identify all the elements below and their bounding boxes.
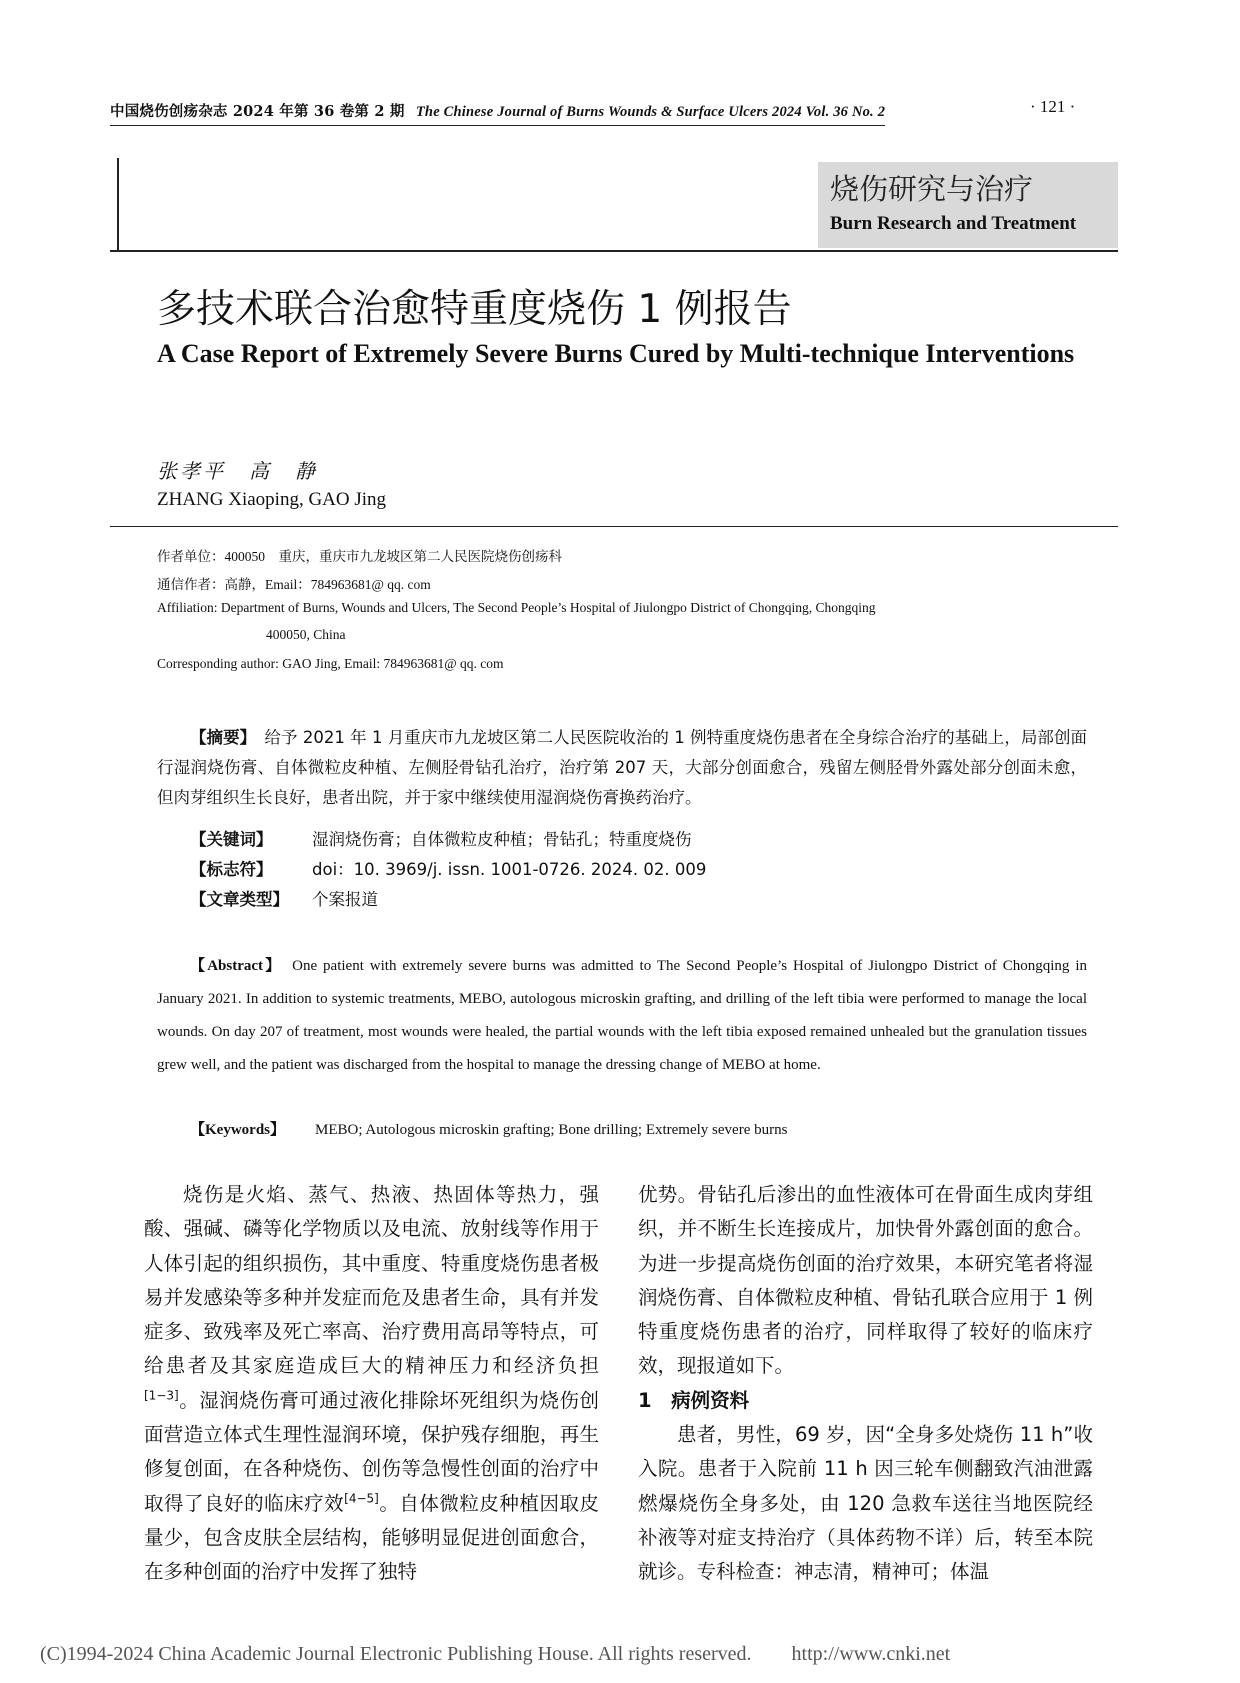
section-title-cn: 烧伤研究与治疗 bbox=[830, 172, 1034, 206]
authors-cn: 张孝平 高 静 bbox=[157, 459, 318, 483]
affiliation-en-cont: 400050, China bbox=[266, 627, 346, 642]
copyright-footer: (C)1994-2024 China Academic Journal Electronic Publishing House. All rights reserved. http://www.cnki.net bbox=[40, 1643, 951, 1665]
doi-value: doi：10. 3969/j. issn. 1001-0726. 2024. 02. 009 bbox=[312, 860, 707, 879]
article-type-label: 【文章类型】 bbox=[190, 890, 289, 909]
article-title-cn: 多技术联合治愈特重度烧伤 1 例报告 bbox=[157, 287, 792, 332]
article-type: 个案报道 bbox=[312, 890, 378, 909]
keywords-en-row bbox=[190, 1118, 787, 1139]
body-text: 。自体微粒皮种植因取皮量少，包含皮肤全层结构，能够明显促进创面愈合，在多种创面的治疗中发挥了独特 bbox=[144, 1491, 599, 1584]
citation-ref[interactable]: [4−5] bbox=[344, 1491, 379, 1506]
body-column-left bbox=[144, 1178, 599, 1590]
author-rule bbox=[110, 526, 1118, 527]
body-paragraph: 患者，男性，69 岁，因“全身多处烧伤 11 h”收入院。患者于入院前 11 h 因三轮车侧翻致汽油泄露燃爆烧伤全身多处，由 120 急救车送往当地医院经补液等对症支持治疗（具体药物不详）后，转至本院就诊。专科检查：神志清，精神可；体温 bbox=[638, 1423, 1093, 1584]
body-text: 烧伤是火焰、蒸气、热液、热固体等热力，强酸、强碱、磷等化学物质以及电流、放射线等作用于人体引起的组织损伤，其中重度、特重度烧伤患者极易并发感染等多种并发症而危及患者生命，具有并发症多、致残率及死亡率高、治疗费用高昂等特点，可给患者及其家庭造成巨大的精神压力和经济负担 bbox=[144, 1183, 599, 1378]
author-unit: 作者单位：400050 重庆，重庆市九龙坡区第二人民医院烧伤创疡科 bbox=[157, 549, 562, 564]
article-type-row bbox=[190, 886, 378, 910]
section-title-en: Burn Research and Treatment bbox=[830, 213, 1077, 234]
running-head-en: The Chinese Journal of Burns Wounds & Surface Ulcers 2024 Vol. 36 No. 2 bbox=[415, 104, 886, 120]
affiliation-en: Affiliation: Department of Burns, Wounds and Ulcers, The Second People’s Hospital of Jiulongpo District of Chongqing, Chongqing bbox=[157, 600, 876, 615]
authors-en: ZHANG Xiaoping, GAO Jing bbox=[157, 489, 387, 510]
article-title-en: A Case Report of Extremely Severe Burns Cured by Multi-technique Interventions bbox=[157, 339, 1075, 368]
body-paragraph bbox=[144, 1178, 599, 1590]
doi-label: 【标志符】 bbox=[190, 860, 273, 879]
section-heading: 1 病例资料 bbox=[638, 1388, 750, 1412]
abstract-en-label: 【Abstract】 bbox=[190, 958, 275, 974]
body-paragraph: 优势。骨钻孔后渗出的血性液体可在骨面生成肉芽组织，并不断生长连接成片，加快骨外露创面的愈合。为进一步提高烧伤创面的治疗效果，本研究笔者将湿润烧伤膏、自体微粒皮种植、骨钻孔联合应用于 1 例特重度烧伤患者的治疗，同样取得了较好的临床疗效，现报道如下。 bbox=[638, 1183, 1093, 1378]
keywords-en-label: 【Keywords】 bbox=[190, 1122, 285, 1138]
citation-ref[interactable]: [1−3] bbox=[144, 1388, 179, 1403]
doi-row bbox=[190, 856, 706, 880]
running-head-cn: 中国烧伤创疡杂志 2024 年第 36 卷第 2 期 bbox=[110, 103, 405, 120]
corresponding-author-en: Corresponding author: GAO Jing, Email: 784963681@ qq. com bbox=[157, 656, 504, 671]
abstract-cn bbox=[157, 723, 1087, 813]
abstract-cn-label: 【摘要】 bbox=[190, 728, 248, 747]
keywords-en: MEBO; Autologous microskin grafting; Bone drilling; Extremely severe burns bbox=[315, 1122, 788, 1138]
body-column-right bbox=[638, 1178, 1093, 1590]
left-rule bbox=[117, 158, 119, 252]
abstract-en-text: One patient with extremely severe burns was admitted to The Second People’s Hospital of Jiulongpo District of Chongqing in January 2021. In addition to systemic treatments, MEBO, autologous microskin grafting, and drilling of the left tibia were performed to manage the local wounds. On day 207 of treatment, most wounds were healed, the partial wounds with the left tibia exposed remained unhealed but the granulation tissues grew well, and the patient was discharged from the hospital to manage the dressing change of MEBO at home. bbox=[157, 958, 1087, 1073]
header-rule bbox=[110, 250, 1118, 252]
body-text: 。湿润烧伤膏可通过液化排除坏死组织为烧伤创面营造立体式生理性湿润环境，保护残存细胞，再生修复创面，在各种烧伤、创伤等急慢性创面的治疗中取得了良好的临床疗效 bbox=[144, 1388, 599, 1515]
running-head bbox=[110, 100, 885, 126]
corresponding-author-cn: 通信作者：高静，Email：784963681@ qq. com bbox=[157, 577, 431, 592]
page-number: · 121 · bbox=[1030, 97, 1076, 116]
abstract-en bbox=[157, 950, 1087, 1082]
abstract-cn-text: 给予 2021 年 1 月重庆市九龙坡区第二人民医院收治的 1 例特重度烧伤患者在全身综合治疗的基础上，局部创面行湿润烧伤膏、自体微粒皮种植、左侧胫骨钻孔治疗，治疗第 207 天，大部分创面愈合，残留左侧胫骨外露处部分创面未愈，但肉芽组织生长良好，患者出院，并于家中继续使用湿润烧伤膏换药治疗。 bbox=[157, 728, 1087, 807]
keywords-cn-row bbox=[190, 826, 692, 850]
keywords-cn: 湿润烧伤膏；自体微粒皮种植；骨钻孔；特重度烧伤 bbox=[312, 830, 692, 849]
keywords-cn-label: 【关键词】 bbox=[190, 830, 273, 849]
